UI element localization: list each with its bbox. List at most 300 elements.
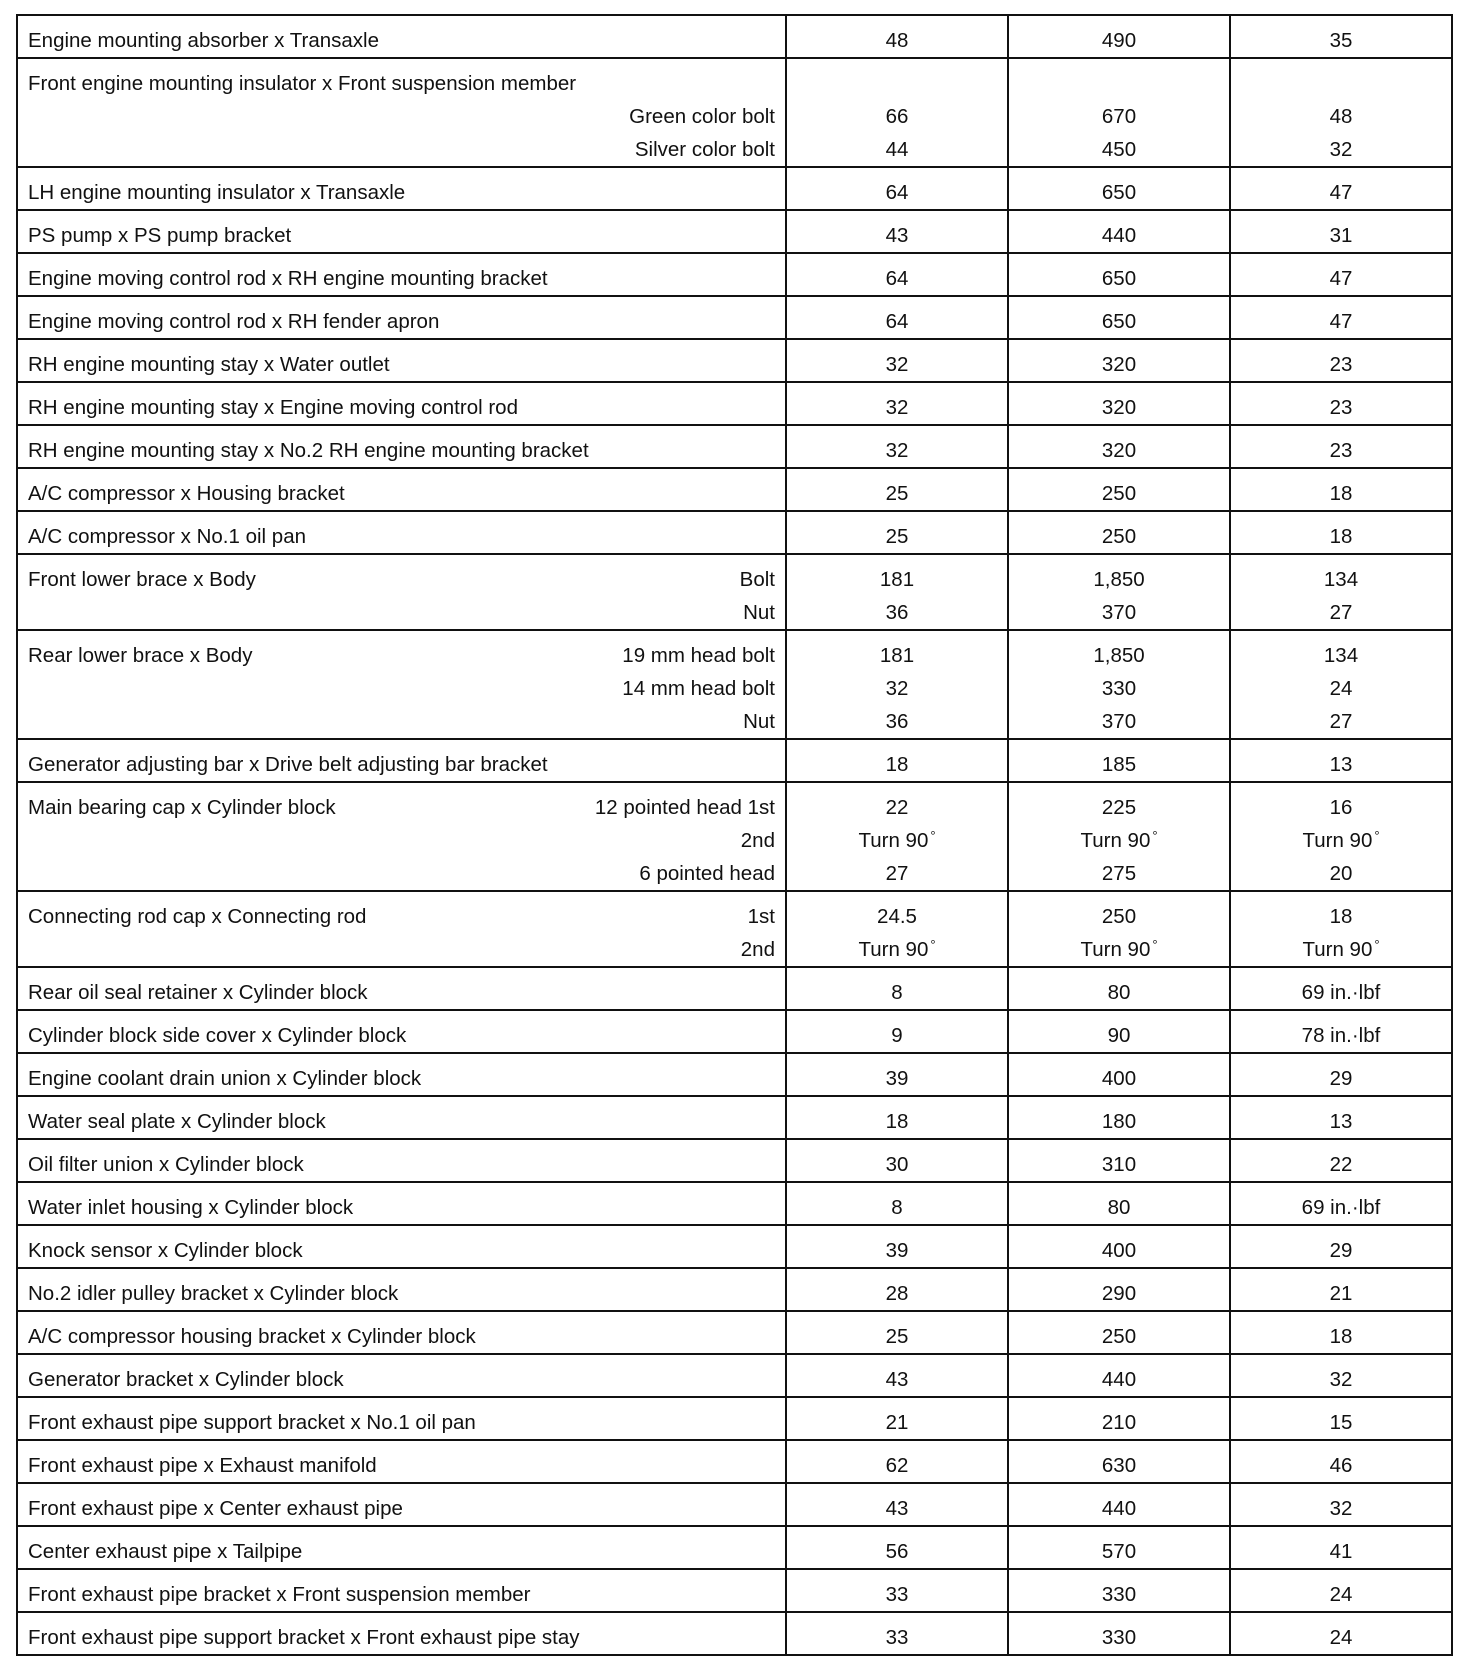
- value-nm-cell: [786, 382, 1008, 425]
- value-kgfcm: [1009, 1621, 1229, 1654]
- value-nm: [787, 1406, 1007, 1439]
- value-kgfcm: [1009, 219, 1229, 252]
- part-line: [18, 262, 785, 295]
- table-row: [17, 1397, 1452, 1440]
- value-kgfcm: [1009, 1191, 1229, 1224]
- value-nm: [787, 748, 1007, 781]
- part-cell: [17, 58, 786, 167]
- torque-spec-table: [16, 14, 1453, 1656]
- part-cell: [17, 554, 786, 630]
- fastener-type: 19 mm head bolt: [622, 644, 775, 667]
- value-ftlbf-text: 24: [1329, 1626, 1353, 1649]
- value-ftlbf-text: 47: [1329, 267, 1353, 290]
- value-nm-text: Turn 90: [858, 829, 929, 852]
- value-ftlbf-text: 69 in.·lbf: [1301, 1196, 1381, 1219]
- value-ftlbf-text: 24: [1329, 1583, 1353, 1606]
- value-nm: [787, 176, 1007, 209]
- part-cell: [17, 1268, 786, 1311]
- value-ftlbf-cell: [1230, 1139, 1452, 1182]
- table-row: [17, 782, 1452, 891]
- value-kgfcm-cell: [1008, 253, 1230, 296]
- value-kgfcm: [1009, 639, 1229, 672]
- value-nm-text: 8: [891, 1196, 903, 1219]
- value-nm-text: 22: [885, 796, 909, 819]
- value-nm-text: 33: [885, 1626, 909, 1649]
- value-nm: [787, 1277, 1007, 1310]
- table-row: [17, 511, 1452, 554]
- part-line: [18, 67, 785, 100]
- part-description: Front exhaust pipe bracket x Front suspension member: [28, 1583, 531, 1606]
- degree-symbol: °: [1374, 828, 1380, 843]
- value-nm-cell: [786, 630, 1008, 739]
- value-ftlbf-cell: [1230, 468, 1452, 511]
- value-ftlbf-text: 18: [1329, 905, 1353, 928]
- value-ftlbf: [1231, 434, 1451, 467]
- value-ftlbf-text: 20: [1329, 862, 1353, 885]
- part-line: [18, 1363, 785, 1396]
- value-kgfcm: [1009, 262, 1229, 295]
- value-kgfcm-text: 490: [1101, 29, 1137, 52]
- value-nm-cell: [786, 339, 1008, 382]
- value-kgfcm: [1009, 1578, 1229, 1611]
- part-description: Water inlet housing x Cylinder block: [28, 1196, 354, 1219]
- value-kgfcm-cell: [1008, 1354, 1230, 1397]
- value-kgfcm: [1009, 1277, 1229, 1310]
- value-nm: [787, 1062, 1007, 1095]
- value-nm: [787, 672, 1007, 705]
- value-ftlbf-text: 69 in.·lbf: [1301, 981, 1381, 1004]
- table-row: [17, 1440, 1452, 1483]
- value-ftlbf-cell: [1230, 1268, 1452, 1311]
- value-kgfcm-text: 80: [1107, 981, 1131, 1004]
- value-ftlbf-text: 18: [1329, 525, 1353, 548]
- value-kgfcm-cell: [1008, 1139, 1230, 1182]
- part-cell: [17, 967, 786, 1010]
- value-ftlbf: [1231, 348, 1451, 381]
- value-kgfcm: [1009, 305, 1229, 338]
- part-line: [18, 1019, 785, 1052]
- value-kgfcm-cell: [1008, 1569, 1230, 1612]
- part-description: Front exhaust pipe x Center exhaust pipe: [28, 1497, 403, 1520]
- value-ftlbf: [1231, 596, 1451, 629]
- part-description: Oil filter union x Cylinder block: [28, 1153, 304, 1176]
- value-nm-cell: [786, 1311, 1008, 1354]
- value-ftlbf-text: Turn 90: [1302, 829, 1373, 852]
- part-line: [18, 976, 785, 1009]
- value-nm-cell: [786, 1182, 1008, 1225]
- value-nm-text: 48: [885, 29, 909, 52]
- value-ftlbf: [1231, 262, 1451, 295]
- value-kgfcm: [1009, 24, 1229, 57]
- table-row: [17, 554, 1452, 630]
- value-ftlbf-text: 18: [1329, 482, 1353, 505]
- value-kgfcm: [1009, 133, 1229, 166]
- value-nm-cell: [786, 554, 1008, 630]
- value-ftlbf: [1231, 976, 1451, 1009]
- part-line: [18, 900, 785, 933]
- part-line: [18, 305, 785, 338]
- value-kgfcm-text: 180: [1101, 1110, 1137, 1133]
- value-kgfcm-cell: [1008, 58, 1230, 167]
- part-line: [18, 520, 785, 553]
- value-ftlbf: [1231, 1062, 1451, 1095]
- value-ftlbf: [1231, 1449, 1451, 1482]
- degree-symbol: °: [930, 937, 936, 952]
- value-nm-text: 39: [885, 1067, 909, 1090]
- value-nm: [787, 1148, 1007, 1181]
- part-description: Rear oil seal retainer x Cylinder block: [28, 981, 368, 1004]
- part-cell: [17, 210, 786, 253]
- part-cell: [17, 1526, 786, 1569]
- value-ftlbf-cell: [1230, 511, 1452, 554]
- fastener-type: Silver color bolt: [634, 138, 775, 161]
- fastener-type: 14 mm head bolt: [622, 677, 775, 700]
- value-nm-text: 21: [885, 1411, 909, 1434]
- value-ftlbf-cell: [1230, 58, 1452, 167]
- value-nm: [787, 1578, 1007, 1611]
- value-ftlbf-text: 41: [1329, 1540, 1353, 1563]
- value-kgfcm: [1009, 596, 1229, 629]
- value-ftlbf: [1231, 1320, 1451, 1353]
- value-ftlbf-cell: [1230, 630, 1452, 739]
- value-ftlbf-text: 134: [1323, 568, 1359, 591]
- value-kgfcm-cell: [1008, 511, 1230, 554]
- value-kgfcm-text: 330: [1101, 1583, 1137, 1606]
- part-cell: [17, 891, 786, 967]
- value-ftlbf: [1231, 1277, 1451, 1310]
- value-nm-text: Turn 90: [858, 938, 929, 961]
- value-ftlbf: [1231, 391, 1451, 424]
- value-ftlbf: [1231, 1621, 1451, 1654]
- value-kgfcm: [1009, 933, 1229, 966]
- value-ftlbf: [1231, 672, 1451, 705]
- value-kgfcm-cell: [1008, 15, 1230, 58]
- value-ftlbf-cell: [1230, 253, 1452, 296]
- value-ftlbf-text: Turn 90: [1302, 938, 1373, 961]
- part-description: A/C compressor x Housing bracket: [28, 482, 345, 505]
- value-ftlbf-cell: [1230, 1182, 1452, 1225]
- value-kgfcm-text: 275: [1101, 862, 1137, 885]
- value-nm-text: 56: [885, 1540, 909, 1563]
- value-ftlbf-text: 29: [1329, 1239, 1353, 1262]
- part-line: [18, 596, 785, 629]
- torque-spec-table-body: [17, 15, 1452, 1655]
- value-nm-text: 62: [885, 1454, 909, 1477]
- value-kgfcm-text: 1,850: [1093, 568, 1145, 591]
- table-row: [17, 1311, 1452, 1354]
- value-nm: [787, 1449, 1007, 1482]
- part-line: [18, 348, 785, 381]
- value-ftlbf-cell: [1230, 1569, 1452, 1612]
- value-ftlbf-text: 29: [1329, 1067, 1353, 1090]
- value-ftlbf-text: 22: [1329, 1153, 1353, 1176]
- value-ftlbf-cell: [1230, 1225, 1452, 1268]
- value-ftlbf-text: 47: [1329, 181, 1353, 204]
- value-nm-cell: [786, 1526, 1008, 1569]
- value-nm: [787, 563, 1007, 596]
- value-nm-cell: [786, 1397, 1008, 1440]
- value-ftlbf-cell: [1230, 296, 1452, 339]
- value-nm-cell: [786, 468, 1008, 511]
- part-line: [18, 1578, 785, 1611]
- table-row: [17, 1526, 1452, 1569]
- value-nm: [787, 1535, 1007, 1568]
- value-nm-text: 181: [879, 568, 915, 591]
- part-line: [18, 672, 785, 705]
- value-ftlbf-text: 27: [1329, 710, 1353, 733]
- value-ftlbf-text: 31: [1329, 224, 1353, 247]
- part-line: [18, 1277, 785, 1310]
- value-nm: [787, 24, 1007, 57]
- value-nm-text: 43: [885, 1497, 909, 1520]
- part-description: Center exhaust pipe x Tailpipe: [28, 1540, 303, 1563]
- value-nm-text: 64: [885, 181, 909, 204]
- value-kgfcm: [1009, 1148, 1229, 1181]
- part-line: [18, 100, 785, 133]
- value-ftlbf: [1231, 824, 1451, 857]
- value-nm: [787, 262, 1007, 295]
- value-ftlbf: [1231, 1363, 1451, 1396]
- value-ftlbf: [1231, 705, 1451, 738]
- part-cell: [17, 425, 786, 468]
- value-nm: [787, 857, 1007, 890]
- table-row: [17, 1096, 1452, 1139]
- fastener-type: 2nd: [740, 829, 775, 852]
- value-kgfcm-text: 330: [1101, 677, 1137, 700]
- value-ftlbf-cell: [1230, 1483, 1452, 1526]
- value-kgfcm-cell: [1008, 1440, 1230, 1483]
- value-nm-text: 9: [891, 1024, 903, 1047]
- fastener-type: 2nd: [740, 938, 775, 961]
- value-nm-text: 33: [885, 1583, 909, 1606]
- value-kgfcm: [1009, 100, 1229, 133]
- table-row: [17, 1010, 1452, 1053]
- value-nm-text: 27: [885, 862, 909, 885]
- value-kgfcm-text: 440: [1101, 224, 1137, 247]
- value-nm-text: 18: [885, 1110, 909, 1133]
- part-description: No.2 idler pulley bracket x Cylinder block: [28, 1282, 399, 1305]
- value-kgfcm-text: 650: [1101, 181, 1137, 204]
- value-nm: [787, 1191, 1007, 1224]
- degree-symbol: °: [930, 828, 936, 843]
- value-ftlbf-text: 15: [1329, 1411, 1353, 1434]
- value-ftlbf-cell: [1230, 967, 1452, 1010]
- value-nm-cell: [786, 891, 1008, 967]
- value-nm: [787, 1105, 1007, 1138]
- value-kgfcm-text: 320: [1101, 396, 1137, 419]
- part-line: [18, 639, 785, 672]
- part-cell: [17, 782, 786, 891]
- part-line: [18, 1191, 785, 1224]
- value-kgfcm-text: 250: [1101, 1325, 1137, 1348]
- value-kgfcm: [1009, 900, 1229, 933]
- value-nm-text: 25: [885, 525, 909, 548]
- value-ftlbf-cell: [1230, 554, 1452, 630]
- value-kgfcm: [1009, 672, 1229, 705]
- value-kgfcm: [1009, 348, 1229, 381]
- part-description: LH engine mounting insulator x Transaxle: [28, 181, 406, 204]
- value-ftlbf-cell: [1230, 1397, 1452, 1440]
- table-row: [17, 15, 1452, 58]
- value-kgfcm-cell: [1008, 1182, 1230, 1225]
- value-ftlbf: [1231, 100, 1451, 133]
- value-ftlbf: [1231, 933, 1451, 966]
- value-nm-cell: [786, 1354, 1008, 1397]
- value-kgfcm: [1009, 176, 1229, 209]
- value-kgfcm-cell: [1008, 630, 1230, 739]
- value-nm-text: 39: [885, 1239, 909, 1262]
- value-ftlbf: [1231, 219, 1451, 252]
- value-nm-text: 43: [885, 224, 909, 247]
- value-ftlbf-text: 78 in.·lbf: [1301, 1024, 1381, 1047]
- part-description: Engine mounting absorber x Transaxle: [28, 29, 379, 52]
- value-ftlbf-cell: [1230, 339, 1452, 382]
- part-cell: [17, 382, 786, 425]
- part-description: RH engine mounting stay x No.2 RH engine mounting bracket: [28, 439, 589, 462]
- value-kgfcm-text: 310: [1101, 1153, 1137, 1176]
- table-row: [17, 382, 1452, 425]
- value-ftlbf-cell: [1230, 782, 1452, 891]
- table-row: [17, 739, 1452, 782]
- value-ftlbf-cell: [1230, 1311, 1452, 1354]
- part-line: [18, 1449, 785, 1482]
- value-ftlbf: [1231, 1105, 1451, 1138]
- table-row: [17, 253, 1452, 296]
- part-description: Front exhaust pipe x Exhaust manifold: [28, 1454, 377, 1477]
- value-ftlbf: [1231, 133, 1451, 166]
- value-kgfcm-text: 250: [1101, 905, 1137, 928]
- part-cell: [17, 1440, 786, 1483]
- part-cell: [17, 1311, 786, 1354]
- value-nm-text: 64: [885, 267, 909, 290]
- part-cell: [17, 1225, 786, 1268]
- value-kgfcm-text: 90: [1107, 1024, 1131, 1047]
- value-ftlbf-cell: [1230, 1010, 1452, 1053]
- value-nm-text: 25: [885, 482, 909, 505]
- value-kgfcm-text: Turn 90: [1080, 938, 1151, 961]
- value-kgfcm-cell: [1008, 296, 1230, 339]
- part-line: [18, 176, 785, 209]
- part-cell: [17, 1483, 786, 1526]
- value-nm-text: 25: [885, 1325, 909, 1348]
- value-ftlbf-text: 47: [1329, 310, 1353, 333]
- value-nm-cell: [786, 1483, 1008, 1526]
- value-nm-text: 32: [885, 677, 909, 700]
- fastener-type: Green color bolt: [629, 105, 775, 128]
- part-line: [18, 933, 785, 966]
- value-ftlbf: [1231, 900, 1451, 933]
- fastener-type: 1st: [747, 905, 775, 928]
- value-nm-text: 181: [879, 644, 915, 667]
- value-nm: [787, 305, 1007, 338]
- value-ftlbf-text: 13: [1329, 753, 1353, 776]
- value-nm-cell: [786, 967, 1008, 1010]
- value-nm: [787, 133, 1007, 166]
- value-ftlbf-cell: [1230, 1354, 1452, 1397]
- part-description: Generator bracket x Cylinder block: [28, 1368, 344, 1391]
- part-description: RH engine mounting stay x Water outlet: [28, 353, 390, 376]
- value-nm-cell: [786, 296, 1008, 339]
- value-kgfcm-text: 225: [1101, 796, 1137, 819]
- part-description: A/C compressor x No.1 oil pan: [28, 525, 307, 548]
- part-cell: [17, 1354, 786, 1397]
- part-cell: [17, 1182, 786, 1225]
- value-nm-cell: [786, 1440, 1008, 1483]
- value-ftlbf-text: 134: [1323, 644, 1359, 667]
- value-ftlbf: [1231, 1019, 1451, 1052]
- part-description: Main bearing cap x Cylinder block: [28, 796, 336, 819]
- value-ftlbf-text: 13: [1329, 1110, 1353, 1133]
- table-row: [17, 1182, 1452, 1225]
- part-cell: [17, 1397, 786, 1440]
- part-line: [18, 1320, 785, 1353]
- part-description: Engine moving control rod x RH fender apron: [28, 310, 440, 333]
- value-ftlbf-cell: [1230, 1612, 1452, 1655]
- value-nm-cell: [786, 253, 1008, 296]
- value-nm-cell: [786, 1569, 1008, 1612]
- part-description: Connecting rod cap x Connecting rod: [28, 905, 367, 928]
- part-line: [18, 1535, 785, 1568]
- value-ftlbf: [1231, 1148, 1451, 1181]
- part-description: Cylinder block side cover x Cylinder block: [28, 1024, 407, 1047]
- value-kgfcm: [1009, 748, 1229, 781]
- part-description: RH engine mounting stay x Engine moving control rod: [28, 396, 518, 419]
- value-nm-cell: [786, 210, 1008, 253]
- value-nm: [787, 1621, 1007, 1654]
- part-cell: [17, 296, 786, 339]
- degree-symbol: °: [1374, 937, 1380, 952]
- value-nm: [787, 596, 1007, 629]
- value-ftlbf-cell: [1230, 210, 1452, 253]
- value-ftlbf-cell: [1230, 1526, 1452, 1569]
- part-description: Knock sensor x Cylinder block: [28, 1239, 303, 1262]
- value-kgfcm-text: 450: [1101, 138, 1137, 161]
- value-ftlbf-text: 27: [1329, 601, 1353, 624]
- value-nm-text: 36: [885, 601, 909, 624]
- part-cell: [17, 1053, 786, 1096]
- value-kgfcm-cell: [1008, 1096, 1230, 1139]
- value-kgfcm: [1009, 391, 1229, 424]
- value-kgfcm-text: 400: [1101, 1239, 1137, 1262]
- value-kgfcm: [1009, 824, 1229, 857]
- value-kgfcm: [1009, 1406, 1229, 1439]
- table-row: [17, 1483, 1452, 1526]
- value-kgfcm-cell: [1008, 1225, 1230, 1268]
- value-nm: [787, 1234, 1007, 1267]
- part-description: Engine coolant drain union x Cylinder block: [28, 1067, 422, 1090]
- value-kgfcm-text: 185: [1101, 753, 1137, 776]
- value-kgfcm-cell: [1008, 1526, 1230, 1569]
- part-cell: [17, 1139, 786, 1182]
- part-line: [18, 1492, 785, 1525]
- value-kgfcm: [1009, 1019, 1229, 1052]
- value-nm-cell: [786, 1010, 1008, 1053]
- value-nm-cell: [786, 58, 1008, 167]
- value-nm: [787, 219, 1007, 252]
- value-nm-cell: [786, 167, 1008, 210]
- value-kgfcm-text: Turn 90: [1080, 829, 1151, 852]
- table-row: [17, 339, 1452, 382]
- part-description: Generator adjusting bar x Drive belt adjusting bar bracket: [28, 753, 548, 776]
- value-nm: [787, 1492, 1007, 1525]
- part-description: Water seal plate x Cylinder block: [28, 1110, 326, 1133]
- value-nm-text: 30: [885, 1153, 909, 1176]
- value-kgfcm-text: 630: [1101, 1454, 1137, 1477]
- value-ftlbf-text: 23: [1329, 396, 1353, 419]
- value-ftlbf: [1231, 748, 1451, 781]
- part-line: [18, 434, 785, 467]
- value-kgfcm: [1009, 1105, 1229, 1138]
